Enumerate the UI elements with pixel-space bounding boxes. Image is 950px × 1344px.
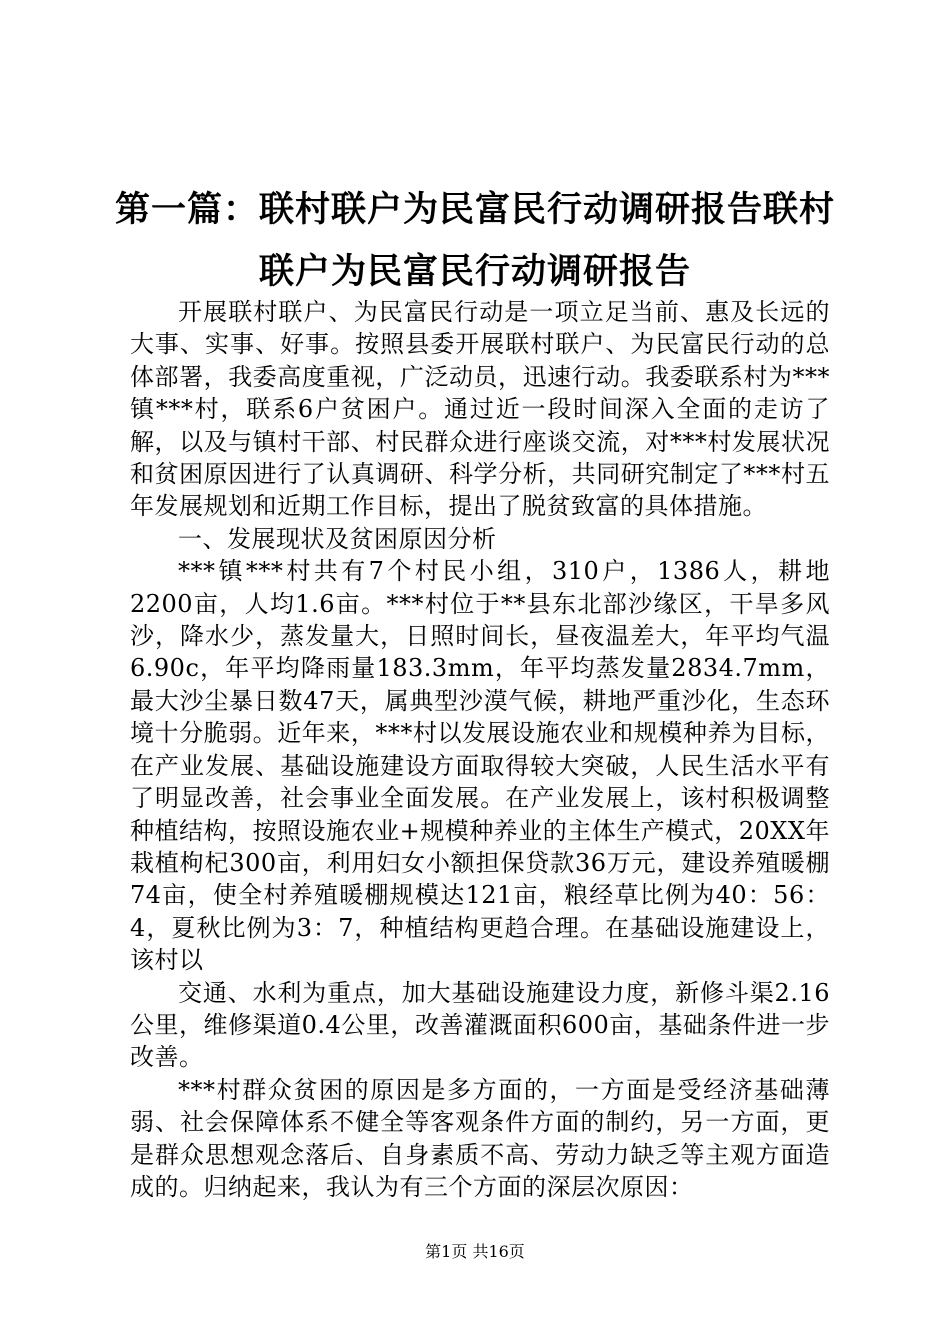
paragraph-intro: 开展联村联户、为民富民行动是一项立足当前、惠及长远的大事、实事、好事。按照县委开展联村联户、为民富民行动的总体部署，我委高度重视，广泛动员，迅速行动。我委联系村为***镇***村，联系6户贫困户。通过近一段时间深入全面的走访了解，以及与镇村干部、村民群众进行座谈交流，对***村发展状况和贫困原因进行了认真调研、科学分析，共同研究制定了***村五年发展规划和近期工作目标，提出了脱贫致富的具体措施。: [130, 298, 830, 521]
paragraph-causes: ***村群众贫困的原因是多方面的，一方面是受经济基础薄弱、社会保障体系不健全等客观条件方面的制约，另一方面，更是群众思想观念落后、自身素质不高、劳动力缺乏等主观方面造成的。归纳起来，我认为有三个方面的深层次原因：: [130, 1075, 830, 1201]
section-heading: 一、发展现状及贫困原因分析: [178, 524, 497, 553]
page-footer: 第1页 共16页: [425, 1242, 525, 1261]
paragraph-status: ***镇***村共有7个村民小组，310户，1386人，耕地2200亩，人均1.6亩。***村位于**县东北部沙缘区，干旱多风沙，降水少，蒸发量大，日照时间长，昼夜温差大，年平均气温6.90c，年平均降雨量183.3mm，年平均蒸发量2834.7mm，最大沙尘暴日数47天，属典型沙漠气候，耕地严重沙化，生态环境十分脆弱。近年来，***村以发展设施农业和规模种养为目标，在产业发展、基础设施建设方面取得较大突破，人民生活水平有了明显改善，社会事业全面发展。在产业发展上，该村积极调整种植结构，按照设施农业+规模种养业的主体生产模式，20XX年栽植枸杞300亩，利用妇女小额担保贷款36万元，建设养殖暖棚74亩，使全村养殖暖棚规模达121亩，粮经草比例为40：56：4，夏秋比例为3：7，种植结构更趋合理。在基础设施建设上，该村以: [130, 557, 830, 975]
document-title-line-2: 联户为民富民行动调研报告: [258, 252, 691, 292]
document-body: [130, 296, 830, 1203]
paragraph-infrastructure: 交通、水利为重点，加大基础设施建设力度，新修斗渠2.16公里，维修渠道0.4公里，改善灌溉面积600亩，基础条件进一步改善。: [130, 978, 830, 1072]
document-title-line-1: 第一篇：联村联户为民富民行动调研报告联村: [114, 190, 835, 230]
